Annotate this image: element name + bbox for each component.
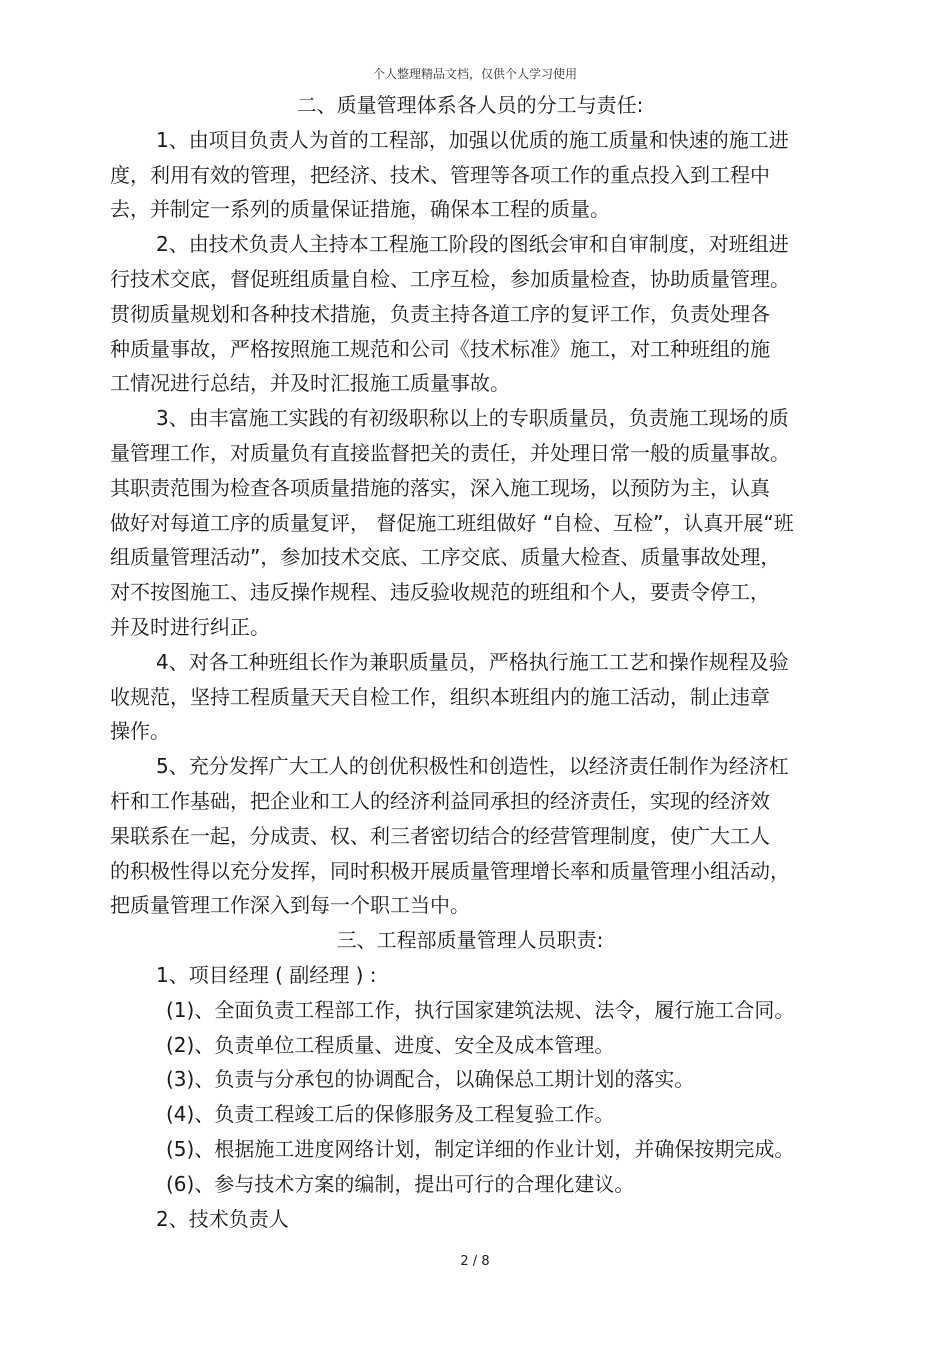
text-line: (2)、负责单位工程质量、进度、安全及成本管理。: [166, 1032, 615, 1057]
text-line: 2、由技术负责人主持本工程施工阶段的图纸会审和自审制度，对班组进: [156, 232, 789, 257]
text-line: 2、技术负责人: [156, 1206, 289, 1231]
text-line: 4、对各工种班组长作为兼职质量员，严格执行施工工艺和操作规程及验: [156, 649, 789, 674]
text-line: (6)、参与技术方案的编制，提出可行的合理化建议。: [166, 1171, 635, 1196]
text-line: 操作。: [110, 719, 170, 744]
text-line: 5、充分发挥广大工人的创优积极性和创造性，以经济责任制作为经济杠: [156, 754, 789, 779]
text-line: 去，并制定一系列的质量保证措施，确保本工程的质量。: [110, 197, 610, 222]
text-line: 种质量事故，严格按照施工规范和公司《技术标准》施工，对工种班组的施: [110, 336, 770, 361]
section-heading: 三、工程部质量管理人员职责:: [336, 928, 604, 953]
text-line: 量管理工作，对质量负有直接监督把关的责任，并处理日常一般的质量事故。: [110, 440, 790, 465]
text-line: (5)、根据施工进度网络计划，制定详细的作业计划，并确保按期完成。: [166, 1136, 795, 1161]
page-header: 个人整理精品文档，仅供个人学习使用: [372, 67, 577, 81]
text-line: 收规范，坚持工程质量天天自检工作，组织本班组内的施工活动，制止违章: [110, 684, 770, 709]
text-line: (1)、全面负责工程部工作，执行国家建筑法规、法令，履行施工合同。: [166, 997, 795, 1022]
text-line: 并及时进行纠正。: [110, 614, 270, 639]
text-line: 工情况进行总结，并及时汇报施工质量事故。: [110, 371, 510, 396]
text-line: (3)、负责与分承包的协调配合，以确保总工期计划的落实。: [166, 1067, 695, 1092]
document-body: [110, 88, 830, 1236]
text-line: 把质量管理工作深入到每一个职工当中。: [110, 893, 470, 918]
text-line: 做好对每道工序的质量复评， 督促施工班组做好 “自检、互检”，认真开展“班: [110, 510, 794, 535]
text-line: 1、项目经理 ( 副经理 ) :: [156, 962, 377, 987]
text-line: 组质量管理活动”，参加技术交底、工序交底、质量大检查、质量事故处理，: [110, 545, 781, 570]
text-line: 的积极性得以充分发挥，同时积极开展质量管理增长率和质量管理小组活动，: [110, 858, 790, 883]
text-line: 对不按图施工、违反操作规程、违反验收规范的班组和个人，要责令停工，: [110, 580, 770, 605]
section-heading: 二、质量管理体系各人员的分工与责任:: [296, 93, 644, 117]
text-line: 其职责范围为检查各项质量措施的落实，深入施工现场，以预防为主，认真: [110, 475, 770, 500]
text-line: 1、由项目负责人为首的工程部，加强以优质的施工质量和快速的施工进: [156, 127, 789, 152]
text-line: 杆和工作基础，把企业和工人的经济利益同承担的经济责任，实现的经济效: [110, 788, 770, 813]
text-line: 贯彻质量规划和各种技术措施，负责主持各道工序的复评工作，负责处理各: [110, 301, 770, 326]
page-number: 2 / 8: [460, 1254, 490, 1269]
text-line: 果联系在一起，分成责、权、利三者密切结合的经营管理制度，使广大工人: [110, 823, 770, 848]
text-line: 行技术交底，督促班组质量自检、工序互检，参加质量检查，协助质量管理。: [110, 266, 790, 291]
text-line: 度，利用有效的管理，把经济、技术、管理等各项工作的重点投入到工程中: [110, 162, 770, 187]
text-line: 3、由丰富施工实践的有初级职称以上的专职质量员，负责施工现场的质: [156, 406, 789, 431]
text-line: (4)、负责工程竣工后的保修服务及工程复验工作。: [166, 1102, 615, 1127]
